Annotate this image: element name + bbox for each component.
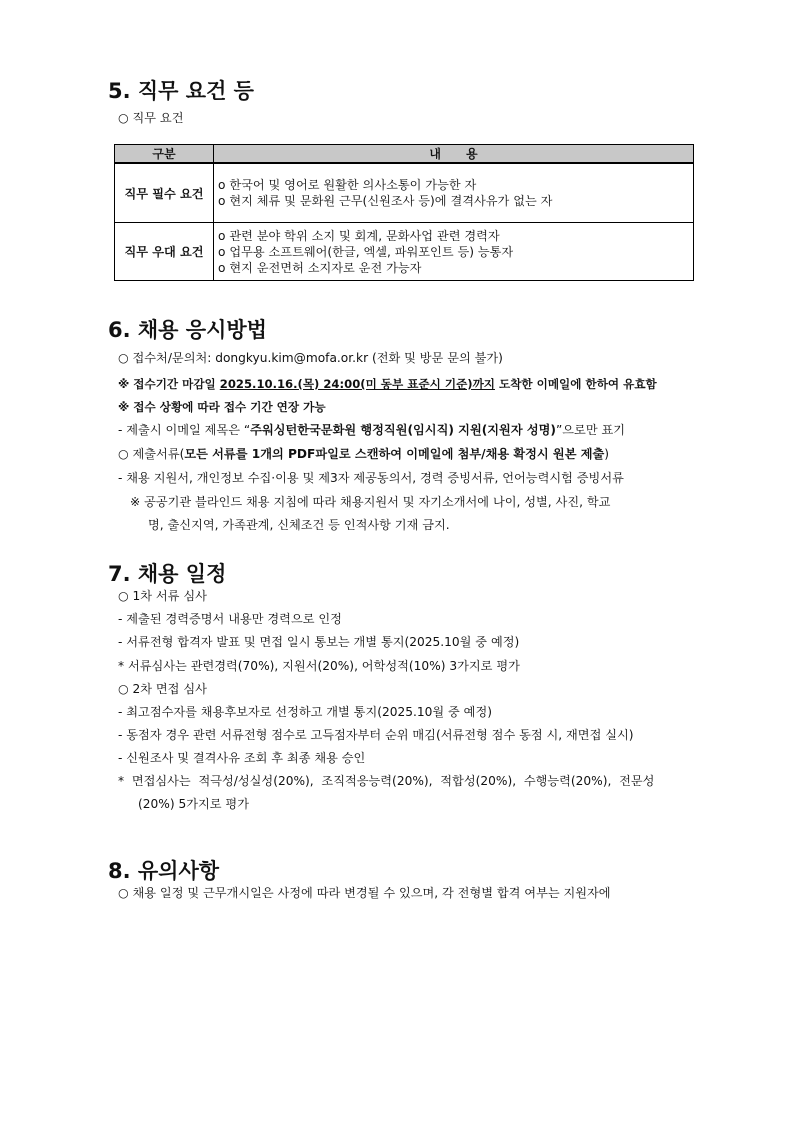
table-header-content: 내 용 [214,145,694,164]
email-subject-line [118,422,625,438]
table-header-category: 구분 [115,145,214,164]
email-subject-format: 주워싱턴한국문화원 행정직원(임시직) 지원(지원자 성명) [250,423,556,437]
row-content-required [214,163,694,223]
notice-line: ○ 채용 일정 및 근무개시일은 사정에 따라 변경될 수 있으며, 각 전형별 합격 여부는 지원자에 [118,886,611,900]
list-item: o 관련 분야 학위 소지 및 회계, 문화사업 관련 경력자 [218,228,500,243]
list-item: o 한국어 및 영어로 원활한 의사소통이 가능한 자 [218,178,477,192]
section-8-title: 8. 유의사항 [108,859,220,883]
table-header-row [115,145,694,164]
list-item: o 현지 체류 및 문화원 근무(신원조사 등)에 결격사유가 없는 자 [218,194,553,208]
deadline-notice [118,376,657,392]
schedule-line: (20%) 5가지로 평가 [138,797,249,811]
documents-line [118,446,609,462]
job-requirements-table [114,144,694,281]
list-item: o 현지 운전면허 소지자로 운전 가능자 [218,260,422,275]
schedule-line: ○ 1차 서류 심사 [118,589,207,603]
deadline-date: 2025.10.16.(목) 24:00(미 동부 표준시 기준)까지 [219,377,495,391]
schedule-line: - 동점자 경우 관련 서류전형 점수로 고득점자부터 순위 매김(서류전형 점수 동점 시, 재면접 실시) [118,728,634,742]
table-row [115,223,694,281]
extension-notice [118,399,326,415]
schedule-line: - 제출된 경력증명서 내용만 경력으로 인정 [118,612,342,626]
documents-instruction: 모든 서류를 1개의 PDF파일로 스캔하여 이메일에 첨부/채용 확정시 원본 제출 [184,447,605,461]
row-label-preferred: 직무 우대 요건 [115,223,214,281]
row-content-preferred [214,223,694,281]
row-label-required: 직무 필수 요건 [115,163,214,223]
schedule-line: * 면접심사는 적극성/성실성(20%), 조직적응능력(20%), 적합성(20%), 수행능력(20%), 전문성 [118,774,655,788]
schedule-line: - 서류전형 합격자 발표 및 면접 일시 통보는 개별 통지(2025.10월 중 예정) [118,635,520,649]
schedule-line: * 서류심사는 관련경력(70%), 지원서(20%), 어학성적(10%) 3가지로 평가 [118,659,520,673]
documents-suffix: ) [604,447,610,461]
documents-prefix: ○ 제출서류( [118,447,185,461]
deadline-suffix: 도착한 이메일에 한하여 유효함 [494,377,657,391]
section-5-subtitle: ○ 직무 요건 [118,111,184,125]
documents-list: - 채용 지원서, 개인정보 수집·이용 및 제3자 제공동의서, 경력 증빙서류, 언어능력시험 증빙서류 [118,471,624,485]
schedule-line: - 최고점수자를 채용후보자로 선정하고 개별 통지(2025.10월 중 예정) [118,705,492,719]
email-subject-prefix: - 제출시 이메일 제목은 “ [118,423,251,437]
schedule-line: ○ 2차 면접 심사 [118,682,207,696]
blind-recruit-notice-cont: 명, 출신지역, 가족관계, 신체조건 등 인적사항 기재 금지. [148,518,450,532]
section-7-title: 7. 채용 일정 [108,562,227,586]
contact-line: ○ 접수처/문의처: dongkyu.kim@mofa.or.kr (전화 및 방문 문의 불가) [118,351,503,365]
section-6-title: 6. 채용 응시방법 [108,318,267,342]
section-5-title: 5. 직무 요건 등 [108,79,254,103]
schedule-line: - 신원조사 및 결격사유 조회 후 최종 채용 승인 [118,751,366,765]
extension-text: ※ 접수 상황에 따라 접수 기간 연장 가능 [118,400,326,414]
table-row [115,163,694,223]
list-item: o 업무용 소프트웨어(한글, 엑셀, 파워포인트 등) 능통자 [218,244,514,259]
deadline-prefix: ※ 접수기간 마감일 [118,377,220,391]
email-subject-suffix: ”으로만 표기 [555,423,626,437]
blind-recruit-notice: ※ 공공기관 블라인드 채용 지침에 따라 채용지원서 및 자기소개서에 나이, 성별, 사진, 학교 [130,495,611,509]
